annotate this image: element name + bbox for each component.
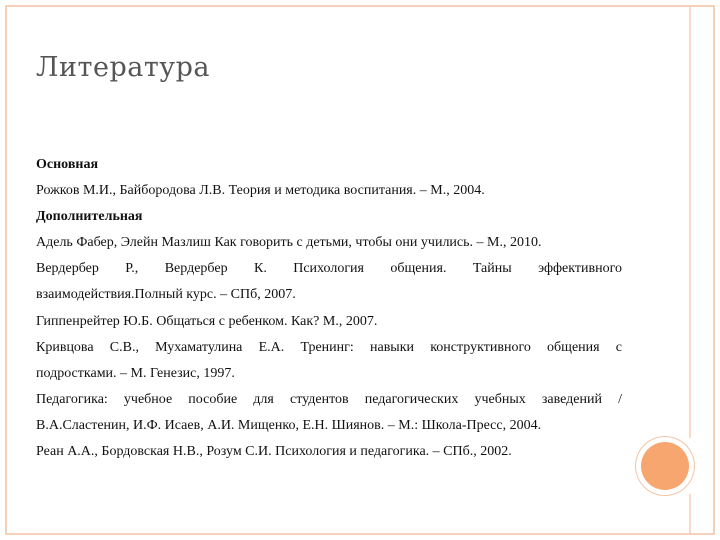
bibliography-entry: Адель Фабер, Элейн Мазлиш Как говорить с детьми, чтобы они учились. – М., 2010. — [36, 235, 542, 251]
bibliography-entry-continued: подростками. – М. Генезис, 1997. — [36, 365, 235, 381]
slide-title: Литература — [36, 52, 211, 83]
bibliography-entry: Гиппенрейтер Ю.Б. Общаться с ребенком. Как? М., 2007. — [36, 313, 378, 329]
bibliography-entry: Вердербер Р., Вердербер К. Психология общения. Тайны эффективного — [36, 261, 622, 277]
section-heading-main: Основная — [36, 157, 99, 172]
bibliography-list — [36, 152, 622, 465]
section-heading-additional: Дополнительная — [36, 209, 143, 225]
bibliography-entry: Педагогика: учебное пособие для студентов педагогических учебных заведений / — [36, 391, 622, 407]
bibliography-entry: Кривцова С.В., Мухаматулина Е.А. Тренинг: навыки конструктивного общения с — [36, 339, 622, 355]
accent-circle — [641, 442, 689, 490]
bibliography-entry-continued: взаимодействия.Полный курс. – СПб, 2007. — [36, 287, 296, 303]
bibliography-entry-continued: В.А.Сластенин, И.Ф. Исаев, А.И. Мищенко, Е.Н. Шиянов. – М.: Школа-Пресс, 2004. — [36, 417, 542, 433]
bibliography-entry: Рожков М.И., Байбородова Л.В. Теория и методика воспитания. – М., 2004. — [36, 183, 485, 199]
bibliography-entry: Реан А.А., Бордовская Н.В., Розум С.И. Психология и педагогика. – СПб., 2002. — [36, 444, 512, 460]
